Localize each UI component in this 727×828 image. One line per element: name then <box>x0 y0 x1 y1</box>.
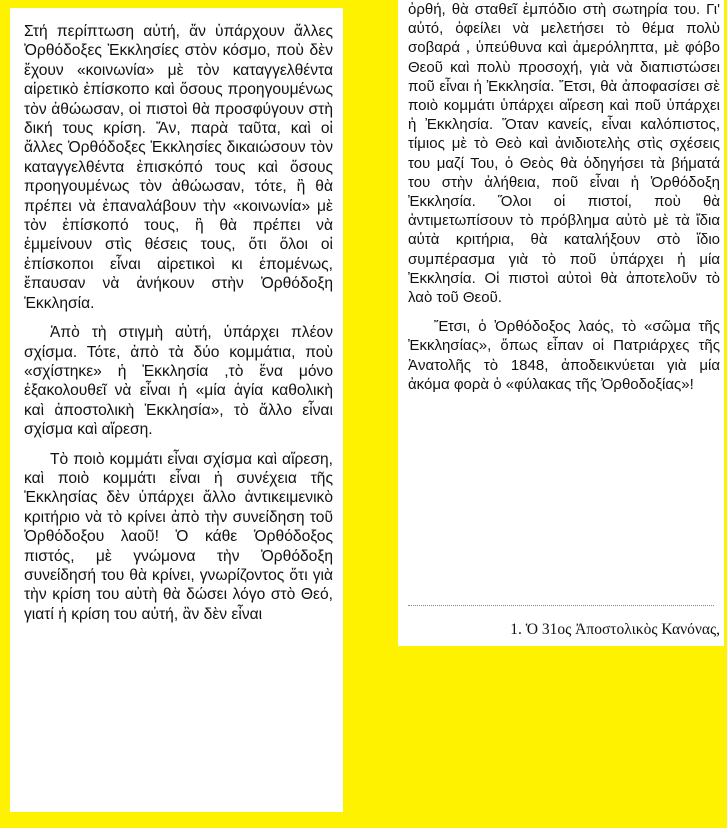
paragraph: Ἔτσι, ὁ Ὀρθόδοξος λαός, τὸ «σῶμα τῆς Ἐκκλησίας», ὅπως εἶπαν οἱ Πατριάρχες τῆς Ἀνατολῆς τὸ 1848, ἀποδεικνύεται γιὰ μία ἀκόμα φορὰ ὁ «φύλακας τῆς Ὀρθοδοξίας»! <box>408 318 720 393</box>
right-text-column <box>398 0 724 646</box>
paragraph: Στή περίπτωση αὐτή, ἄν ὑπάρχουν ἄλλες Ὀρθόδοξες Ἐκκλησίες στὸν κόσμο, ποὺ δὲν ἔχουν «κοινωνία» μὲ τὸν καταγγελθέντα αἱρετικὸ ἐπίσκοπο καὶ ὅσους προηγουμένως τὸν ἀθώωσαν, οἱ πιστοὶ θὰ προσφύγουν στὴ δική τους κρίση. Ἄν, παρὰ ταῦτα, καὶ οἱ ἄλλες Ὀρθόδοξες Ἐκκλησίες δικαιώσουν τὸν καταγγελθέντα ἐπισκόπό τους καὶ ὅσους προηγουμένως τὸν ἀθώωσαν, τότε, ἢ θὰ πρέπει νὰ ἐπαναλάβουν τὴν «κοινωνία» μὲ τὸν ἐπίσκοπό τους, ἢ θὰ πρέπει νὰ ἐμμείνουν στὶς θέσεις τους, ὅτι ὅλοι οἱ ἐπίσκοποι εἶναι αἱρετικοὶ κι ἑπομένως, ἔπαυσαν νὰ ἀνήκουν στὴν Ὀρθόδοξη Ἐκκλησία. <box>24 23 333 312</box>
left-text-column <box>10 8 343 812</box>
paragraph: Ἀπὸ τὴ στιγμὴ αὐτή, ὑπάρχει πλέον σχίσμα. Τότε, ἀπὸ τὰ δύο κομμάτια, ποὺ «σχίστηκε» ἡ Ἐκκλησία ,τὸ ἕνα μόνο ἐξακολουθεῖ νὰ εἶναι ἡ «μία ἁγία καθολικὴ καὶ ἀποστολικὴ Ἐκκλησία», τὸ ἄλλο εἶναι σχίσμα καὶ αἵρεση. <box>24 324 333 439</box>
paragraph: ὀρθή, θὰ σταθεῖ ἐμπόδιο στὴ σωτηρία του. Γι' αὐτό, ὀφείλει νὰ μελετήσει τὸ θέμα πολὺ σοβαρά , ὑπεύθυνα καὶ ἀμερόληπτα, μὲ φόβο Θεοῦ καὶ πολὺ προσοχή, γιὰ νὰ διαπιστώσει ποῦ εἶναι ἡ Ἐκκλησία. Ἔτσι, θὰ ἀποφασίσει σὲ ποιὸ κομμάτι ὑπάρχει αἵρεση καὶ ποῦ ὑπάρχει ἡ Ἐκκλησία. Ὅταν κανείς, εἶναι καλόπιστος, τίμιος μὲ τὸ Θεὸ καὶ ἀνιδιοτελὴς στὶς σχέσεις του μαζί Του, ὁ Θεὸς θὰ ὁδηγήσει τὰ βήματά του στὴν ἀλήθεια, ποῦ εἶναι ἡ Ὀρθόδοξη Ἐκκλησία. Ὅλοι οἱ πιστοί, ποὺ θὰ ἀντιμετωπίσουν τὸ πρόβλημα αὐτὸ μὲ τὰ ἴδια αὐτὰ κριτήρια, θὰ καταλήξουν στὸ ἴδιο συμπέρασμα γιὰ τὸ ποῦ ὑπάρχει ἡ μία Ἐκκλησία. Οἱ πιστοὶ αὐτοὶ θὰ ἀποτελοῦν τὸ λαὸ τοῦ Θεοῦ. <box>408 1 720 307</box>
footnote-divider <box>408 605 714 607</box>
paragraph: Τὸ ποιὸ κομμάτι εἶναι σχίσμα καὶ αἵρεση, καὶ ποιὸ κομμάτι εἶναι ἡ συνέχεια τῆς Ἐκκλησίας δὲν ὑπάρχει ἄλλο ἀντικειμενικὸ κριτήριο νὰ τὸ κρίνει ἀπὸ τὴν συνείδηση τοῦ Ὀρθόδοξου λαοῦ! Ὁ κάθε Ὀρθόδοξος πιστός, μὲ γνώμονα τὴν Ὀρθόδοξη συνείδησή του θὰ κρίνει, γνωρίζοντος ὅτι γιὰ τὴν κρίση του αὐτὴ θὰ δώσει λόγο στὸ Θεό, γιατί ἡ κρίση του αὐτή, ἂν δὲν εἶναι <box>24 450 333 623</box>
footnote: 1. Ὁ 31ος Ἀποστολικὸς Κανόνας, <box>510 621 720 638</box>
